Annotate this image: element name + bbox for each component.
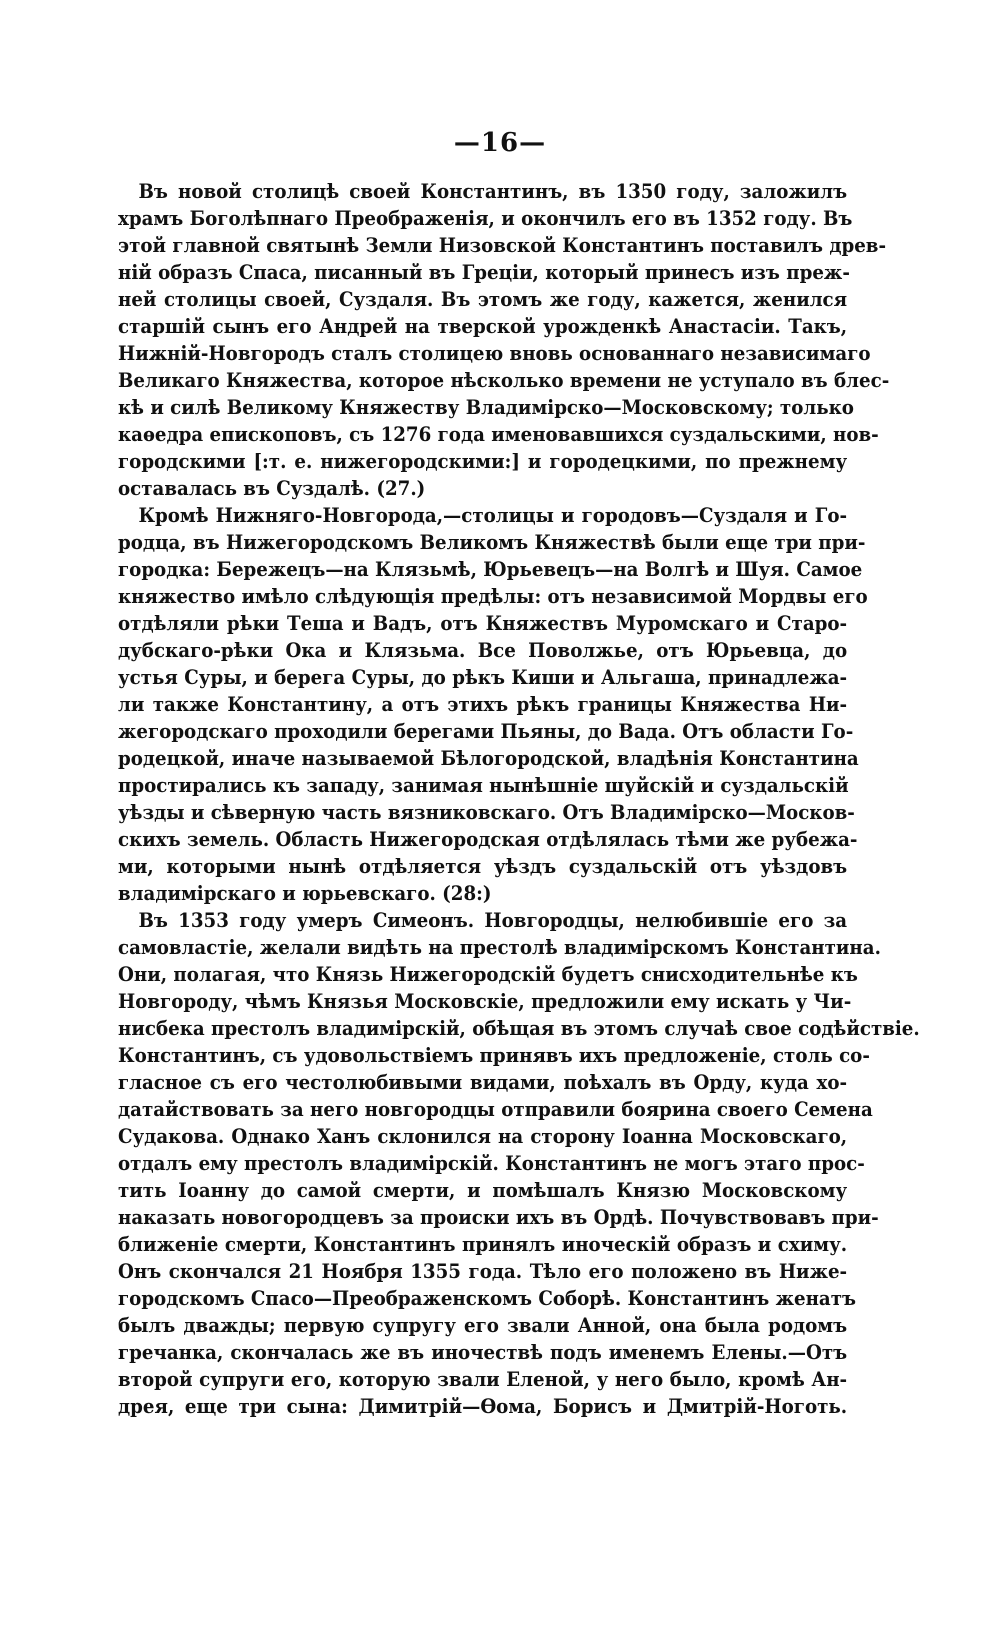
text-line: Онъ скончался 21 Ноября 1355 года. Тѣло его положено въ Ниже- — [118, 1260, 848, 1283]
text-line: Въ 1353 году умеръ Симеонъ. Новгородцы, нелюбившіе его за — [138, 909, 848, 932]
text-line: городскими [:т. е. нижегородскими:] и городецкими, по прежнему — [118, 450, 848, 473]
text-line: гласное съ его честолюбивыми видами, поѣхалъ въ Орду, куда хо- — [118, 1071, 848, 1094]
text-line: владимірскаго и юрьевскаго. (28:) — [118, 882, 492, 905]
text-line: уѣзды и сѣверную часть вязниковскаго. Отъ Владимірско—Москов- — [118, 801, 855, 824]
text-line: этой главной святынѣ Земли Низовской Константинъ поставилъ древ- — [118, 234, 887, 257]
text-line: наказать новогородцевъ за происки ихъ въ Ордѣ. Почувствовавъ при- — [118, 1206, 879, 1229]
text-line: скихъ земель. Область Нижегородская отдѣлялась тѣми же рубежа- — [118, 828, 858, 851]
text-line: Нижній-Новгородъ сталъ столицею вновь основаннаго независимаго — [118, 342, 871, 365]
text-line: ми, которыми нынѣ отдѣляется уѣздъ суздальскій отъ уѣздовъ — [118, 855, 848, 878]
text-line: Въ новой столицѣ своей Константинъ, въ 1350 году, заложилъ — [138, 180, 848, 203]
text-line: Судакова. Однако Ханъ склонился на сторону Іоанна Московскаго, — [118, 1125, 848, 1148]
text-line: храмъ Боголѣпнаго Преображенія, и окончилъ его въ 1352 году. Въ — [118, 207, 853, 230]
text-line: городка: Бережецъ—на Клязьмѣ, Юрьевецъ—на Волгѣ и Шуя. Самое — [118, 558, 863, 581]
paragraph-2 — [118, 502, 868, 907]
text-line: гречанка, скончалась же въ иночествѣ подъ именемъ Елены.—Отъ — [118, 1341, 848, 1364]
text-line: Константинъ, съ удовольствіемъ принявъ ихъ предложеніе, столь со- — [118, 1044, 870, 1067]
body-text — [118, 178, 920, 1420]
text-line: родецкой, иначе называемой Бѣлогородской, владѣнія Константина — [118, 747, 859, 770]
text-line: простирались къ западу, занимая нынѣшніе шуйскій и суздальскій — [118, 774, 849, 797]
text-line: Великаго Княжества, которое нѣсколько времени не уступало въ блес- — [118, 369, 890, 392]
text-line: Они, полагая, что Князь Нижегородскій будетъ снисходительнѣе къ — [118, 963, 858, 986]
text-line: второй супруги его, которую звали Еленой, у него было, кромѣ Ан- — [118, 1368, 848, 1391]
text-line: ній образъ Спаса, писанный въ Греціи, который принесъ изъ преж- — [118, 261, 850, 284]
text-line: отдалъ ему престолъ владимірскій. Константинъ не могъ этаго прос- — [118, 1152, 865, 1175]
text-line: княжество имѣло слѣдующія предѣлы: отъ независимой Мордвы его — [118, 585, 868, 608]
text-line: кѣ и силѣ Великому Княжеству Владимірско—Московскому; только — [118, 396, 854, 419]
text-line: отдѣляли рѣки Теша и Вадъ, отъ Княжествъ Муромскаго и Старо- — [118, 612, 848, 635]
text-line: Кромѣ Нижняго-Новгорода,—столицы и городовъ—Суздаля и Го- — [138, 504, 848, 527]
text-line: былъ дважды; первую супругу его звали Анной, она была родомъ — [118, 1314, 848, 1337]
page-number: —16— — [453, 128, 547, 158]
text-line: самовластіе, желали видѣть на престолѣ владимірскомъ Константина. — [118, 936, 881, 959]
paragraph-1 — [118, 178, 890, 502]
text-line: устья Суры, и берега Суры, до рѣкъ Киши и Альгаша, принадлежа- — [118, 666, 848, 689]
paragraph-3 — [118, 907, 920, 1420]
text-line: ней столицы своей, Суздаля. Въ этомъ же году, кажется, женился — [118, 288, 848, 311]
text-line: тить Іоанну до самой смерти, и помѣшалъ Князю Московскому — [118, 1179, 848, 1202]
text-line: каѳедра епископовъ, съ 1276 года именовавшихся суздальскими, нов- — [118, 423, 879, 446]
text-line: ли также Константину, а отъ этихъ рѣкъ границы Княжества Ни- — [118, 693, 848, 716]
text-line: Новгороду, чѣмъ Князья Московскіе, предложили ему искать у Чи- — [118, 990, 852, 1013]
text-line: старшій сынъ его Андрей на тверской урожденкѣ Анастасіи. Такъ, — [118, 315, 848, 338]
text-line: дубскаго-рѣки Ока и Клязьма. Все Поволжье, отъ Юрьевца, до — [118, 639, 848, 662]
text-line: нисбека престолъ владимірскій, обѣщая въ этомъ случаѣ свое содѣйствіе. — [118, 1017, 920, 1040]
text-line: жегородскаго проходили берегами Пьяны, до Вада. Отъ области Го- — [118, 720, 854, 743]
text-line: оставалась въ Суздалѣ. (27.) — [118, 477, 426, 500]
text-line: дрея, еще три сына: Димитрій—Ѳома, Борисъ и Дмитрій-Ноготь. — [118, 1395, 848, 1418]
text-line: ближеніе смерти, Константинъ принялъ иноческій образъ и схиму. — [118, 1233, 848, 1256]
text-line: родца, въ Нижегородскомъ Великомъ Княжествѣ были еще три при- — [118, 531, 866, 554]
text-line: датайствовать за него новгородцы отправили боярина своего Семена — [118, 1098, 873, 1121]
text-line: городскомъ Спасо—Преображенскомъ Соборѣ. Константинъ женатъ — [118, 1287, 857, 1310]
